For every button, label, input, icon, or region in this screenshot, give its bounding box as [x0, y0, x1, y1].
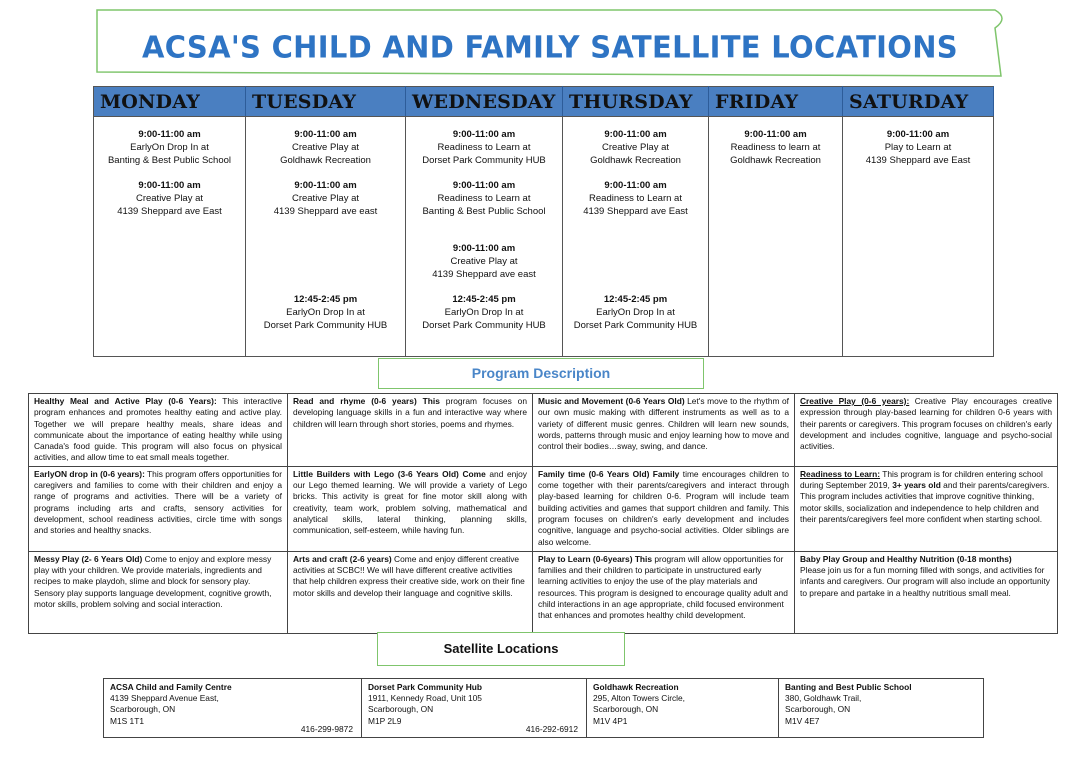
- schedule-slot: [563, 294, 708, 332]
- location-city: Scarborough, ON: [110, 704, 176, 715]
- slot-place: Dorset Park Community HUB: [573, 319, 698, 331]
- schedule-slot: [94, 129, 245, 167]
- program-body: program will allow opportunities for families and their children to participate in unstructured early learning activities to enjoy the use of the play materials and resources. This program is designed to encourage quality adult and child interactions in an age appropriate, child focused environment that enhances and promotes healthy child development.: [538, 553, 788, 621]
- locations-row: [104, 679, 984, 738]
- slot-program: Play to Learn at: [884, 141, 952, 153]
- location-city: Scarborough, ON: [368, 704, 434, 715]
- slot-program: Readiness to Learn at: [437, 192, 531, 204]
- program-baby-play-group: [795, 551, 1058, 633]
- schedule-slot: [406, 129, 562, 167]
- program-row: [29, 466, 1058, 551]
- slot-place: Dorset Park Community HUB: [422, 319, 546, 331]
- day-header-monday: MONDAY: [94, 87, 246, 117]
- slot-time: 9:00-11:00 am: [604, 180, 667, 191]
- program-arts-craft: [288, 551, 533, 633]
- satellite-locations-table: [103, 678, 984, 738]
- program-body: and enjoy our Lego themed learning. We will provide a variety of Lego bricks. This activity is great for fine motor skill along with creativity, team work, problem solving, mathematical and analytical skills, lateral thinking, planning skills, communication, self-esteem, while having fun.: [293, 468, 527, 536]
- satellite-locations-heading: Satellite Locations: [377, 632, 625, 666]
- location-postal: M1V 4P1: [593, 715, 628, 726]
- program-description-heading: Program Description: [378, 358, 704, 389]
- slot-program: EarlyOn Drop In at: [444, 306, 524, 318]
- slot-time: 12:45-2:45 pm: [452, 294, 516, 305]
- location-city: Scarborough, ON: [593, 704, 659, 715]
- schedule-slot: [563, 129, 708, 167]
- slot-program: EarlyOn Drop In at: [286, 306, 365, 318]
- saturday-cell: [843, 117, 994, 357]
- location-address: 295, Alton Towers Circle,: [593, 693, 686, 704]
- slot-program: Readiness to Learn at: [589, 192, 682, 204]
- program-lego: [288, 466, 533, 551]
- program-body: This interactive program enhances and promotes healthy eating and active play. Together we will prepare healthy meals, share ideas and communicate about the importance of eating healthy while using Canada's food guide. This program will also focus on physical activities, and allow time to eat small meals together.: [34, 396, 283, 463]
- slot-place: 4139 Sheppard ave east: [273, 205, 378, 217]
- location-name: ACSA Child and Family Centre: [110, 682, 232, 692]
- program-play-to-learn: [533, 551, 795, 633]
- location-postal: M1V 4E7: [785, 715, 820, 726]
- program-title: Healthy Meal and Active Play (0-6 Years):: [34, 396, 217, 406]
- title-banner: [95, 8, 1005, 78]
- schedule-body-row: [94, 117, 994, 357]
- program-body: Please join us for a fun morning filled with songs, and activities for infants and caregivers. Our program will also include an opportunity to prepare and partake in a healthy nutritious small meal.: [800, 565, 1050, 598]
- schedule-slot: [246, 180, 405, 218]
- program-age-highlight: 3+ years old: [892, 480, 941, 491]
- location-banting-best: [779, 679, 984, 738]
- slot-time: 9:00-11:00 am: [452, 243, 516, 254]
- location-name: Goldhawk Recreation: [593, 682, 679, 692]
- wednesday-cell: [406, 117, 563, 357]
- slot-place: 4139 Sheppard ave East: [583, 205, 688, 217]
- program-title: Baby Play Group and Healthy Nutrition (0-18 months): [800, 553, 1012, 564]
- schedule-slot: [246, 129, 405, 167]
- slot-program: Creative Play at: [291, 141, 360, 153]
- slot-place: Goldhawk Recreation: [730, 154, 821, 166]
- schedule-slot: [843, 129, 993, 167]
- slot-place: 4139 Sheppard ave East: [865, 154, 971, 166]
- slot-program: EarlyOn Drop In at: [130, 141, 209, 153]
- program-read-rhyme: [288, 394, 533, 467]
- program-readiness-to-learn: [795, 466, 1058, 551]
- location-name: Banting and Best Public School: [785, 682, 912, 692]
- location-goldhawk: [587, 679, 779, 738]
- program-title: Music and Movement (0-6 Years Old): [538, 396, 685, 406]
- thursday-cell: [563, 117, 709, 357]
- day-header-saturday: SATURDAY: [843, 87, 994, 117]
- program-creative-play: [795, 394, 1058, 467]
- program-description-table: [28, 393, 1058, 634]
- program-row: [29, 551, 1058, 633]
- location-address: 1911, Kennedy Road, Unit 105: [368, 693, 482, 704]
- slot-time: 9:00-11:00 am: [452, 129, 516, 140]
- program-title: Readiness to Learn:: [800, 468, 881, 479]
- program-healthy-meal: [29, 394, 288, 467]
- location-postal: M1S 1T1: [110, 715, 144, 726]
- slot-place: 4139 Sheppard ave East: [117, 205, 222, 217]
- program-body: Come to enjoy and explore messy play with your children. We provide materials, ingredients and recipes to make playdoh, slime and block for sensory play. Sensory play supports language development, cognitive growth, motor skills, problem solving and social interaction.: [34, 553, 272, 609]
- slot-program: Creative Play at: [450, 255, 518, 267]
- location-name: Dorset Park Community Hub: [368, 682, 483, 692]
- program-earlyon-drop-in: [29, 466, 288, 551]
- program-body: Come and enjoy different creative activities at SCBC!! We will have different creative activities that help children express their creative side, work on their fine motor skills and develop their language and cognitive skills.: [293, 553, 525, 598]
- location-address: 380, Goldhawk Trail,: [785, 693, 862, 704]
- program-body: Creative Play encourages creative expression through play-based learning for children 0-6 years with their parents or caregivers. This program focuses on children's early development and includes cognitive, language and psycho-social activities.: [800, 396, 1052, 452]
- day-header-wednesday: WEDNESDAY: [406, 87, 563, 117]
- slot-place: 4139 Sheppard ave east: [432, 268, 536, 280]
- slot-time: 9:00-11:00 am: [604, 129, 667, 140]
- program-title: Creative Play (0-6 years):: [800, 396, 910, 406]
- location-dorset-park: [362, 679, 587, 738]
- slot-program: Readiness to Learn at: [437, 141, 531, 153]
- day-header-thursday: THURSDAY: [563, 87, 709, 117]
- page-title: ACSA'S CHILD AND FAMILY SATELLITE LOCATIONS: [142, 29, 958, 65]
- location-address: 4139 Sheppard Avenue East,: [110, 693, 219, 704]
- schedule-slot: [406, 243, 562, 281]
- slot-time: 9:00-11:00 am: [744, 129, 807, 140]
- program-title: EarlyON drop in (0-6 years):: [34, 468, 145, 479]
- slot-program: Creative Play at: [291, 192, 360, 204]
- location-phone: 416-299-9872: [300, 723, 353, 734]
- slot-time: 9:00-11:00 am: [886, 129, 950, 140]
- program-row: [29, 394, 1058, 467]
- slot-place: Goldhawk Recreation: [590, 154, 681, 166]
- program-body: Let's move to the rhythm of our own music making with different instruments as well as to a variety of different music genres. Children will learn new sounds, words, patterns through music and enjoy learning how to move and control their bodies…sway, swing, and dance.: [538, 396, 789, 452]
- program-title: Read and rhyme (0-6 years) This: [293, 396, 440, 406]
- program-body: This program offers opportunities for caregivers and families to come with their children and enjoy a range of programs and activities. There will be a variety of programs including arts and crafts, sensory activities for development, school readiness activities, circle time with songs and stories and healthy snacks.: [34, 468, 282, 536]
- program-family-time: [533, 466, 795, 551]
- schedule-slot: [406, 294, 562, 332]
- slot-time: 9:00-11:00 am: [294, 129, 357, 140]
- schedule-slot: [406, 180, 562, 218]
- slot-place: Goldhawk Recreation: [280, 154, 371, 166]
- program-body: This program is for children entering school during September 2019,: [800, 468, 1043, 491]
- slot-program: EarlyOn Drop In at: [596, 306, 675, 318]
- slot-time: 9:00-11:00 am: [138, 129, 201, 140]
- program-body: and their parents/caregivers. This program includes activities that improve cognitive thinking, motor skills, socialization and independence to help children and their parents/caregivers feel more confident when starting school.: [800, 480, 1050, 524]
- program-title: Family time (0-6 Years Old) Family: [538, 468, 680, 479]
- program-title: Play to Learn (0-6years) This: [538, 553, 653, 564]
- day-header-friday: FRIDAY: [709, 87, 843, 117]
- schedule-slot: [94, 180, 245, 218]
- slot-time: 9:00-11:00 am: [138, 180, 201, 191]
- schedule-slot: [709, 129, 842, 167]
- schedule-header-row: [94, 87, 994, 117]
- slot-time: 9:00-11:00 am: [294, 180, 357, 191]
- weekly-schedule-table: [93, 86, 994, 357]
- program-body: time encourages children to come together with their parents/caregivers and interact through play-based learning for children 0-6. Program will include team building activities and games that support children and family. This program focuses on children's early development and includes cognitive, language and psycho-social activities. Older siblings are also welcome.: [538, 468, 789, 547]
- program-title: Messy Play (2- 6 Years Old): [34, 553, 143, 564]
- program-title: Arts and craft (2-6 years): [293, 553, 392, 564]
- slot-place: Banting & Best Public School: [107, 154, 232, 166]
- slot-place: Dorset Park Community HUB: [263, 319, 388, 331]
- location-phone: 416-292-6912: [525, 723, 578, 734]
- location-postal: M1P 2L9: [368, 715, 402, 726]
- location-city: Scarborough, ON: [785, 704, 851, 715]
- program-music-movement: [533, 394, 795, 467]
- location-acsa-centre: [104, 679, 362, 738]
- schedule-slot: [246, 294, 405, 332]
- slot-time: 12:45-2:45 pm: [603, 294, 668, 305]
- slot-place: Dorset Park Community HUB: [422, 154, 546, 166]
- program-messy-play: [29, 551, 288, 633]
- tuesday-cell: [246, 117, 406, 357]
- slot-program: Creative Play at: [135, 192, 204, 204]
- slot-time: 9:00-11:00 am: [452, 180, 516, 191]
- monday-cell: [94, 117, 246, 357]
- friday-cell: [709, 117, 843, 357]
- program-title: Little Builders with Lego (3-6 Years Old) Come: [293, 468, 486, 479]
- slot-time: 12:45-2:45 pm: [293, 294, 358, 305]
- program-body: program focuses on developing language skills in a fun and interactive way where children will learn through short stories, poems and rhymes.: [293, 396, 527, 429]
- slot-place: Banting & Best Public School: [422, 205, 546, 217]
- day-header-tuesday: TUESDAY: [246, 87, 406, 117]
- slot-program: Creative Play at: [601, 141, 670, 153]
- slot-program: Readiness to learn at: [730, 141, 821, 153]
- schedule-slot: [563, 180, 708, 218]
